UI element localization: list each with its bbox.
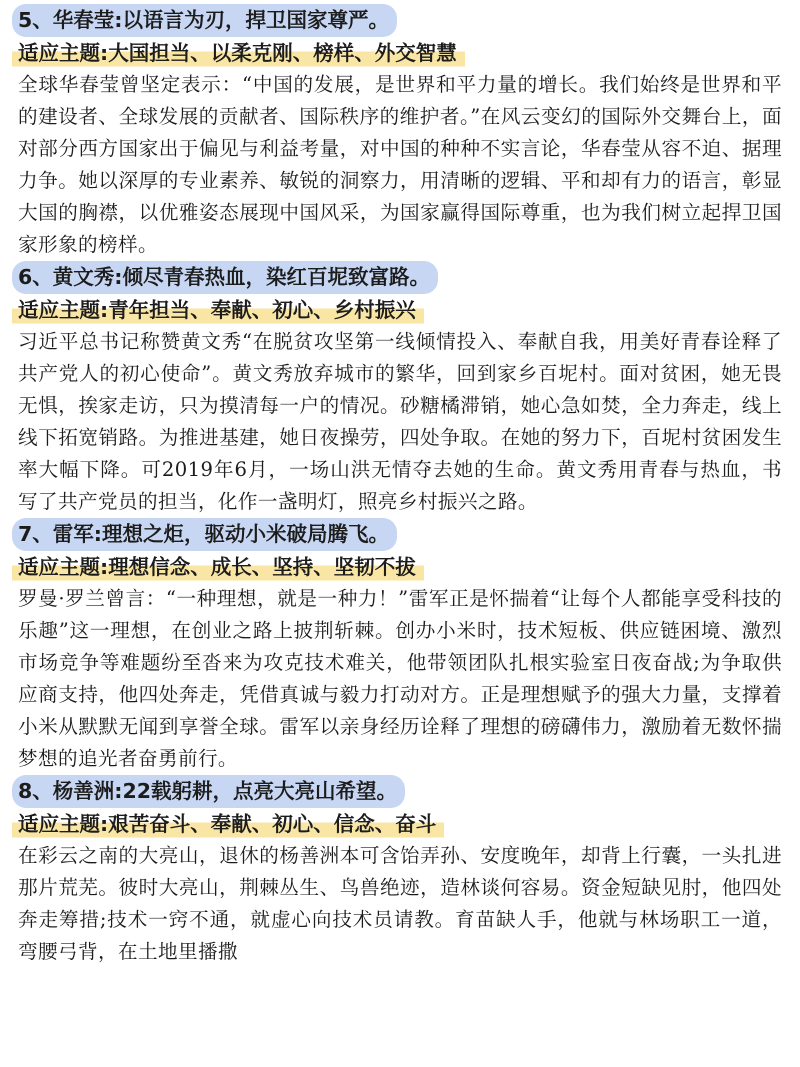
section-body: 全球华春莹曾坚定表示：“中国的发展，是世界和平力量的增长。我们始终是世界和平的建设者、全球发展的贡献者、国际秩序的维护者。”在风云变幻的国际外交舞台上，面对部分西方国家出于偏见与利益考量，对中国的种种不实言论，华春莹从容不迫、据理力争。她以深厚的专业素养、敏锐的洞察力，用清晰的逻辑、平和却有力的语言，彰显大国的胸襟，以优雅姿态展现中国风采，为国家赢得国际尊重，也为我们树立起捍卫国家形象的榜样。 [18,73,782,256]
section-heading: 7、雷军:理想之炬，驱动小米破局腾飞。 [12,518,397,551]
section-heading: 8、杨善洲:22载躬耕，点亮大亮山希望。 [12,775,405,808]
section-yang-shanzhou [18,775,782,968]
section-huang-wenxiu [18,261,782,518]
section-lei-jun [18,518,782,775]
theme-line: 适应主题:青年担当、奉献、初心、乡村振兴 [12,294,424,326]
section-body: 习近平总书记称赞黄文秀“在脱贫攻坚第一线倾情投入、奉献自我，用美好青春诠释了共产党人的初心使命”。黄文秀放弃城市的繁华，回到家乡百坭村。面对贫困，她无畏无惧，挨家走访，只为摸清每一户的情况。砂糖橘滞销，她心急如焚，全力奔走，线上线下拓宽销路。为推进基建，她日夜操劳，四处争取。在她的努力下，百坭村贫困发生率大幅下降。可2019年6月，一场山洪无情夺去她的生命。黄文秀用青春与热血，书写了共产党员的担当，化作一盏明灯，照亮乡村振兴之路。 [18,330,782,513]
section-hua-chunying [18,4,782,261]
theme-line: 适应主题:艰苦奋斗、奉献、初心、信念、奋斗 [12,808,444,840]
section-heading: 6、黄文秀:倾尽青春热血，染红百坭致富路。 [12,261,438,294]
section-heading: 5、华春莹:以语言为刃，捍卫国家尊严。 [12,4,397,37]
section-body: 罗曼·罗兰曾言：“一种理想，就是一种力！”雷军正是怀揣着“让每个人都能享受科技的乐趣”这一理想，在创业之路上披荆斩棘。创办小米时，技术短板、供应链困境、激烈市场竞争等难题纷至沓来为攻克技术难关，他带领团队扎根实验室日夜奋战;为争取供应商支持，他四处奔走，凭借真诚与毅力打动对方。正是理想赋予的强大力量，支撑着小米从默默无闻到享誉全球。雷军以亲身经历诠释了理想的磅礴伟力，激励着无数怀揣梦想的追光者奋勇前行。 [18,587,782,770]
section-body: 在彩云之南的大亮山，退休的杨善洲本可含饴弄孙、安度晚年，却背上行囊，一头扎进那片荒芜。彼时大亮山，荆棘丛生、鸟兽绝迹，造林谈何容易。资金短缺见肘，他四处奔走筹措;技术一窍不通，就虚心向技术员请教。育苗缺人手，他就与林场职工一道，弯腰弓背，在土地里播撒 [18,844,782,963]
theme-line: 适应主题:理想信念、成长、坚持、坚韧不拔 [12,551,424,583]
theme-line: 适应主题:大国担当、以柔克刚、榜样、外交智慧 [12,37,465,69]
